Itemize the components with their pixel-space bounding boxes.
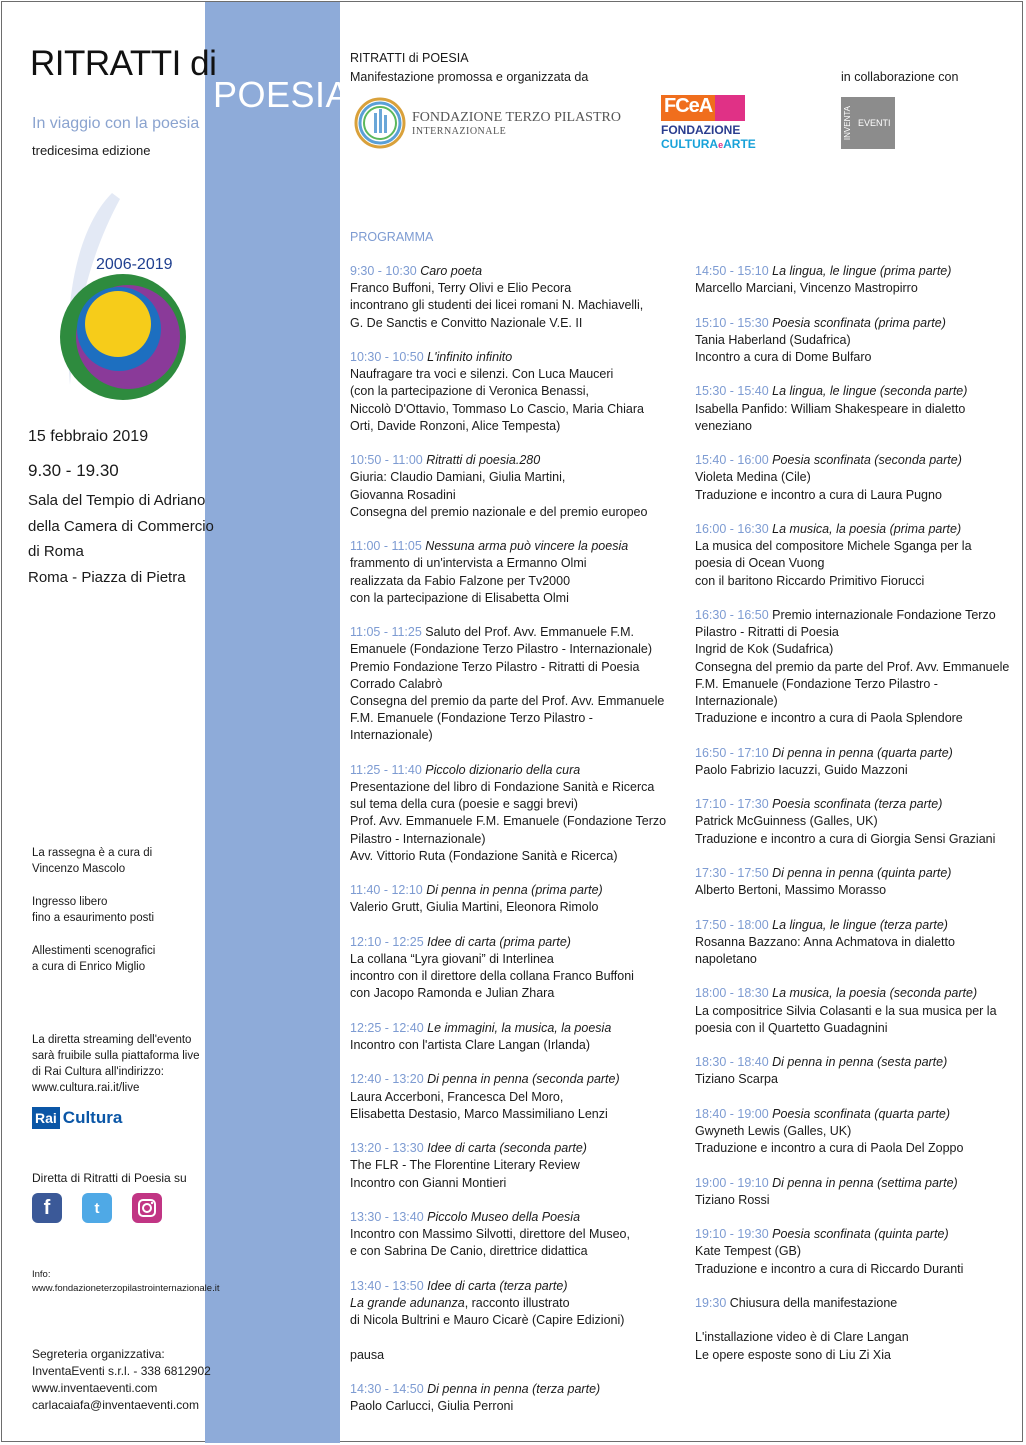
rai-logo-box: Rai <box>32 1107 60 1129</box>
program-title: La musica, la poesia (prima parte) <box>772 521 962 536</box>
inventa-logo-text: INVENTA <box>843 105 852 141</box>
program-line: Valerio Grutt, Giulia Martini, Eleonora Rimolo <box>350 900 599 915</box>
venue-line: di Roma <box>28 543 84 560</box>
program-item <box>695 1295 1015 1312</box>
program-time: 19:00 - 19:10 <box>695 1175 773 1190</box>
program-title: La lingua, le lingue (terza parte) <box>772 917 948 932</box>
program-time: 14:50 - 15:10 <box>695 264 773 278</box>
program-title: Di penna in penna (terza parte) <box>427 1381 601 1396</box>
program-item <box>350 1140 685 1192</box>
program-line: Niccolò D'Ottavio, Tommaso Lo Cascio, Maria Chiara <box>350 401 644 416</box>
programma-label: PROGRAMMA <box>350 230 434 244</box>
program-item <box>695 1054 1015 1088</box>
header-promoter: Manifestazione promossa e organizzata da <box>350 70 589 84</box>
info-block <box>32 1268 219 1296</box>
program-line: di Nicola Bultrini e Mauro Cicarè (Capire Edizioni) <box>350 1313 625 1328</box>
program-item <box>350 934 685 1003</box>
program-time: 11:00 - 11:05 <box>350 539 426 554</box>
program-item-header <box>695 383 1015 400</box>
program-line: Marcello Marciani, Vincenzo Mastropirro <box>695 281 918 296</box>
program-title: Poesia sconfinata (terza parte) <box>772 797 943 812</box>
program-time: 12:25 - 12:40 <box>350 1020 428 1035</box>
program-item <box>695 796 1015 848</box>
program-item <box>695 315 1015 367</box>
program-item <box>695 263 1015 297</box>
program-item-header <box>350 452 685 469</box>
program-title: Poesia sconfinata (quinta parte) <box>772 1227 949 1242</box>
program-time: 16:00 - 16:30 <box>695 521 773 536</box>
facebook-icon[interactable]: f <box>32 1193 62 1223</box>
program-title: Idee di carta (seconda parte) <box>427 1141 587 1156</box>
program-item-header <box>350 263 685 280</box>
program-item-header <box>695 521 1015 538</box>
program-item <box>350 624 685 744</box>
program-line: Naufragare tra voci e silenzi. Con Luca Mauceri <box>350 367 614 382</box>
program-item <box>350 1278 685 1330</box>
program-time: 11:05 - 11:25 <box>350 625 426 640</box>
program-item-header <box>350 882 685 899</box>
program-line: pausa <box>350 1347 385 1362</box>
program-item <box>695 1175 1015 1209</box>
program-time: 13:40 - 13:50 <box>350 1278 428 1293</box>
venue-line: Sala del Tempio di Adriano <box>28 492 206 509</box>
program-line: Consegna del premio nazionale e del premio europeo <box>350 504 648 519</box>
program-title: Poesia sconfinata (prima parte) <box>772 315 946 330</box>
program-item <box>695 607 1015 727</box>
secretariat-email-link[interactable]: carlacaiafa@inventaeventi.com <box>32 1398 199 1412</box>
program-line: sul tema della cura (poesie e saggi brevi) <box>350 797 578 812</box>
credit-line: La rassegna è a cura di <box>32 847 153 859</box>
program-title-plain: Saluto del Prof. Avv. Emmanuele F.M. <box>425 625 634 640</box>
program-item-header <box>695 865 1015 882</box>
program-time: 13:30 - 13:40 <box>350 1210 428 1224</box>
program-line: con la partecipazione di Elisabetta Olmi <box>350 590 569 605</box>
program-item-header <box>695 263 1015 280</box>
rai-cultura-logo <box>32 1107 122 1129</box>
ftp-logo-text <box>412 110 621 137</box>
program-time: 15:30 - 15:40 <box>695 384 773 399</box>
program-item-header <box>695 745 1015 762</box>
program-line <box>350 1295 685 1312</box>
program-line: Tiziano Rossi <box>695 1192 770 1207</box>
program-item-header <box>350 934 685 951</box>
program-time: 14:30 - 14:50 <box>350 1381 428 1396</box>
program-line: poesia di Ocean Vuong <box>695 556 825 571</box>
program-item-header <box>350 1209 685 1226</box>
program-item-header <box>695 1295 1015 1312</box>
program-title: Poesia sconfinata (quarta parte) <box>772 1106 951 1121</box>
program-item-header <box>350 1278 685 1295</box>
program-line: Franco Buffoni, Terry Olivi e Elio Pecora <box>350 281 572 296</box>
program-line: Avv. Vittorio Ruta (Fondazione Sanità e Ricerca) <box>350 848 618 863</box>
program-line: L'installazione video è di Clare Langan <box>695 1330 909 1345</box>
program-line: Tania Haberland (Sudafrica) <box>695 332 851 347</box>
ftp-logo-line: INTERNAZIONALE <box>412 125 507 137</box>
program-title: La lingua, le lingue (prima parte) <box>772 264 952 278</box>
program-title: Poesia sconfinata (seconda parte) <box>772 453 962 468</box>
info-label: Info: <box>32 1269 51 1280</box>
program-title: L'infinito infinito <box>427 350 513 364</box>
program-title: Piccolo Museo della Poesia <box>427 1210 581 1224</box>
fca-logo-line: FONDAZIONE <box>661 123 741 137</box>
program-title: Idee di carta (terza parte) <box>427 1278 568 1293</box>
program-item-header <box>350 349 685 366</box>
program-line: Giuria: Claudio Damiani, Giulia Martini, <box>350 470 566 485</box>
program-line: Ingrid de Kok (Sudafrica) <box>695 642 834 657</box>
program-column-2 <box>695 263 1015 1381</box>
program-item-header <box>350 624 685 641</box>
program-line: La compositrice Silvia Colasanti e la sua musica per la <box>695 1003 997 1018</box>
program-time: 16:30 - 16:50 <box>695 607 773 622</box>
program-item <box>350 1381 685 1415</box>
program-title-plain: Premio internazionale Fondazione Terzo <box>772 607 996 622</box>
program-work-title: La grande adunanza <box>350 1296 465 1310</box>
program-time: 18:30 - 18:40 <box>695 1055 773 1070</box>
program-title: Di penna in penna (settima parte) <box>772 1175 958 1190</box>
program-line: G. De Sanctis e Convitto Nazionale V.E. II <box>350 315 583 330</box>
program-item-header <box>695 1226 1015 1243</box>
program-line: napoletano <box>695 951 757 966</box>
venue-line: della Camera di Commercio <box>28 517 214 535</box>
credit-line: fino a esaurimento posti <box>32 912 155 924</box>
program-line: Internazionale) <box>695 694 778 708</box>
program-line: Incontro a cura di Dome Bulfaro <box>695 350 872 364</box>
inventa-eventi-logo <box>841 97 895 149</box>
ftp-logo-line: FONDAZIONE TERZO PILASTRO <box>412 109 621 125</box>
program-item <box>350 1347 685 1364</box>
program-item-header <box>350 762 685 779</box>
program-item-header <box>695 985 1015 1002</box>
program-item-header <box>695 315 1015 332</box>
program-line: The FLR - The Florentine Literary Review <box>350 1158 580 1173</box>
program-time: 12:10 - 12:25 <box>350 934 428 949</box>
program-time: 12:40 - 13:20 <box>350 1072 428 1087</box>
program-time: 16:50 - 17:10 <box>695 745 773 760</box>
program-line: Giovanna Rosadini <box>350 487 456 502</box>
streaming-line: di Rai Cultura all'indirizzo: <box>32 1066 164 1078</box>
program-title-plain: Chiusura della manifestazione <box>729 1295 898 1310</box>
program-item <box>695 521 1015 590</box>
program-time: 11:25 - 11:40 <box>350 762 426 777</box>
program-line: Traduzione e incontro a cura di Laura Pugno <box>695 487 942 502</box>
event-hours: 9.30 - 19.30 <box>28 461 119 480</box>
program-line: Prof. Avv. Emmanuele F.M. Emanuele (Fondazione Terzo <box>350 814 667 829</box>
program-time: 9:30 - 10:30 <box>350 264 421 278</box>
program-item <box>350 762 685 865</box>
program-title: Di penna in penna (prima parte) <box>426 883 603 898</box>
program-item <box>695 985 1015 1037</box>
program-item-header <box>350 1140 685 1157</box>
program-line: Corrado Calabrò <box>350 676 443 691</box>
program-item <box>350 452 685 521</box>
program-column-1 <box>350 263 685 1433</box>
program-line: frammento di un'intervista a Ermanno Olmi <box>350 556 587 571</box>
cultura-logo-text: Cultura <box>62 1108 123 1127</box>
program-time: 18:00 - 18:30 <box>695 986 773 1001</box>
program-item-header <box>350 1381 685 1398</box>
program-item <box>350 1020 685 1054</box>
program-item-header <box>695 917 1015 934</box>
fca-mark <box>661 95 756 121</box>
program-item <box>695 745 1015 779</box>
program-item-header <box>695 796 1015 813</box>
program-line: Consegna del premio da parte del Prof. Avv. Emmanuele <box>695 659 1010 674</box>
program-title: Di penna in penna (quinta parte) <box>772 865 952 880</box>
venue-line: Roma - Piazza di Pietra <box>28 568 186 586</box>
program-line: Violeta Medina (Cile) <box>695 470 811 485</box>
header-title: RITRATTI di POESIA <box>350 51 469 65</box>
program-title: Caro poeta <box>420 264 483 278</box>
streaming-link[interactable]: www.cultura.rai.it/live <box>32 1082 140 1094</box>
program-title: Ritratti di poesia.280 <box>426 453 541 468</box>
program-line: Premio Fondazione Terzo Pilastro - Ritratti di Poesia <box>350 659 640 674</box>
program-line: La collana “Lyra giovani” di Interlinea <box>350 952 554 967</box>
program-time: 13:20 - 13:30 <box>350 1141 428 1156</box>
program-line: (con la partecipazione di Veronica Benassi, <box>350 384 590 399</box>
program-title: Piccolo dizionario della cura <box>425 762 581 777</box>
event-date: 15 febbraio 2019 <box>28 428 149 445</box>
twitter-icon[interactable]: t <box>82 1193 112 1223</box>
program-time: 17:30 - 17:50 <box>695 865 773 880</box>
program-time: 18:40 - 19:00 <box>695 1106 773 1121</box>
program-line: Pilastro - Internazionale) <box>350 831 486 846</box>
program-item <box>350 263 685 332</box>
program-line: Paolo Fabrizio Iacuzzi, Guido Mazzoni <box>695 762 908 777</box>
program-title: La lingua, le lingue (seconda parte) <box>772 384 968 399</box>
ftp-logo <box>352 95 621 151</box>
program-item-header <box>695 1054 1015 1071</box>
program-line: Traduzione e incontro a cura di Riccardo Duranti <box>695 1261 964 1276</box>
program-time: 10:30 - 10:50 <box>350 350 428 364</box>
program-title: La musica, la poesia (seconda parte) <box>772 986 978 1001</box>
program-line: Incontro con Massimo Silvotti, direttore del Museo, <box>350 1227 630 1242</box>
streaming-line: sarà fruibile sulla piattaforma live <box>32 1050 200 1062</box>
streaming-line: La diretta streaming dell'evento <box>32 1034 192 1046</box>
info-url-link[interactable]: www.fondazioneterzopilastrointernazionale.it <box>32 1283 220 1294</box>
program-line: Tiziano Scarpa <box>695 1072 778 1087</box>
program-item <box>350 538 685 607</box>
program-line: Kate Tempest (GB) <box>695 1244 802 1259</box>
program-line: Alberto Bertoni, Massimo Morasso <box>695 883 887 898</box>
social-icons <box>32 1193 162 1223</box>
program-item <box>350 349 685 435</box>
program-line: Pilastro - Ritratti di Poesia <box>695 625 839 640</box>
program-line: Presentazione del libro di Fondazione Sanità e Ricerca <box>350 780 655 795</box>
secretariat-block <box>32 1346 211 1414</box>
edition: tredicesima edizione <box>32 143 151 158</box>
program-item-header <box>350 538 685 555</box>
program-line: Rosanna Bazzano: Anna Achmatova in dialetto <box>695 934 955 949</box>
credit-line: Allestimenti scenografici <box>32 945 156 957</box>
program-line: poesia con il Quartetto Guadagnini <box>695 1020 888 1035</box>
program-item <box>695 1106 1015 1158</box>
program-line: La musica del compositore Michele Sganga per la <box>695 539 972 554</box>
program-title: Le immagini, la musica, la poesia <box>427 1020 612 1035</box>
eventi-logo-text: EVENTI <box>858 118 891 128</box>
program-time: 10:50 - 11:00 <box>350 453 427 468</box>
ftp-globe-icon <box>352 95 408 151</box>
program-line: Paolo Carlucci, Giulia Perroni <box>350 1399 514 1414</box>
program-item-header <box>695 452 1015 469</box>
program-item-header <box>695 1175 1015 1192</box>
program-time: 15:40 - 16:00 <box>695 453 773 468</box>
program-title: Idee di carta (prima parte) <box>427 934 571 949</box>
anniversary-logo <box>40 185 210 420</box>
program-item <box>350 1071 685 1123</box>
program-title: Di penna in penna (seconda parte) <box>427 1072 620 1087</box>
program-time: 17:50 - 18:00 <box>695 917 773 932</box>
program-line: Consegna del premio da parte del Prof. Avv. Emmanuele <box>350 694 665 709</box>
side-band <box>205 2 340 1443</box>
program-line-text: , racconto illustrato <box>464 1296 570 1310</box>
program-item <box>350 1209 685 1261</box>
instagram-icon[interactable] <box>132 1193 162 1223</box>
program-line: F.M. Emanuele (Fondazione Terzo Pilastro - <box>350 711 593 726</box>
program-line: veneziano <box>695 418 752 433</box>
credits-block <box>32 845 155 975</box>
program-item <box>695 1329 1015 1363</box>
secretariat-line: InventaEventi s.r.l. - 338 6812902 <box>32 1364 211 1378</box>
program-line: Emanuele (Fondazione Terzo Pilastro - Internazionale) <box>350 642 653 657</box>
program-line: Traduzione e incontro a cura di Giorgia Sensi Graziani <box>695 831 996 846</box>
event-subtitle: In viaggio con la poesia <box>32 115 200 132</box>
program-line: realizzata da Fabio Falzone per Tv2000 <box>350 573 571 588</box>
fca-logo-line: CULTURAeARTE <box>661 137 756 151</box>
streaming-block <box>32 1032 199 1096</box>
program-line: Le opere esposte sono di Liu Zi Xia <box>695 1347 891 1362</box>
program-item <box>695 383 1015 435</box>
program-item-header <box>695 607 1015 624</box>
program-item <box>695 1226 1015 1278</box>
program-line: Patrick McGuinness (Galles, UK) <box>695 814 878 829</box>
logo-center-yellow <box>85 291 151 357</box>
program-title: Di penna in penna (sesta parte) <box>772 1055 948 1070</box>
program-item <box>695 917 1015 969</box>
program-line: incontrano gli studenti dei licei romani N. Machiavelli, <box>350 298 644 313</box>
program-line: incontro con il direttore della collana Franco Buffoni <box>350 969 634 984</box>
program-time: 19:10 - 19:30 <box>695 1227 773 1242</box>
program-time: 11:40 - 12:10 <box>350 883 427 898</box>
program-line: Incontro con l'artista Clare Langan (Irlanda) <box>350 1038 591 1053</box>
program-title: Di penna in penna (quarta parte) <box>772 745 953 760</box>
program-line: con il baritono Riccardo Primitivo Fiorucci <box>695 573 925 588</box>
program-line: Isabella Panfido: William Shakespeare in dialetto <box>695 401 966 416</box>
program-line: F.M. Emanuele (Fondazione Terzo Pilastro - <box>695 676 938 691</box>
program-line: Traduzione e incontro a cura di Paola Del Zoppo <box>695 1141 964 1156</box>
program-line: Gwyneth Lewis (Galles, UK) <box>695 1123 852 1138</box>
venue-block <box>28 488 214 590</box>
program-time: 15:10 - 15:30 <box>695 315 773 330</box>
program-time: 19:30 <box>695 1295 730 1310</box>
program-item <box>350 882 685 916</box>
program-item-header <box>350 1071 685 1088</box>
program-line: con Jacopo Ramonda e Julian Zhara <box>350 986 555 1001</box>
program-line: Incontro con Gianni Montieri <box>350 1175 507 1190</box>
program-line: Internazionale) <box>350 728 433 743</box>
credit-line: Ingresso libero <box>32 896 108 908</box>
secretariat-line: Segreteria organizzativa: <box>32 1347 165 1361</box>
fca-mark-color <box>715 95 745 121</box>
program-line: e con Sabrina De Canio, direttrice didattica <box>350 1244 588 1259</box>
credit-line: Vincenzo Mascolo <box>32 863 126 875</box>
credit-line: a cura di Enrico Miglio <box>32 961 146 973</box>
event-title-poesia: POESIA <box>213 74 351 115</box>
program-time: 17:10 - 17:30 <box>695 797 773 812</box>
program-item <box>695 452 1015 504</box>
fca-logo <box>661 95 756 151</box>
program-item-header <box>350 1020 685 1037</box>
program-line: Laura Accerboni, Francesca Del Moro, <box>350 1089 564 1104</box>
fca-mark-text: FCeA <box>661 95 715 121</box>
instagram-glyph <box>137 1198 157 1218</box>
program-line: Traduzione e incontro a cura di Paola Splendore <box>695 711 963 726</box>
program-line: Orti, Davide Ronzoni, Alice Tempesta) <box>350 418 561 433</box>
program-line: Elisabetta Destasio, Marco Massimiliano Lenzi <box>350 1106 608 1121</box>
program-title: Nessuna arma può vincere la poesia <box>425 539 629 554</box>
program-item-header <box>695 1106 1015 1123</box>
header-collab: in collaborazione con <box>841 70 959 84</box>
program-item <box>695 865 1015 899</box>
secretariat-website-link[interactable]: www.inventaeventi.com <box>32 1381 158 1395</box>
social-title: Diretta di Ritratti di Poesia su <box>32 1171 187 1185</box>
logo-years: 2006-2019 <box>96 256 173 273</box>
event-title: RITRATTI di <box>30 44 217 83</box>
